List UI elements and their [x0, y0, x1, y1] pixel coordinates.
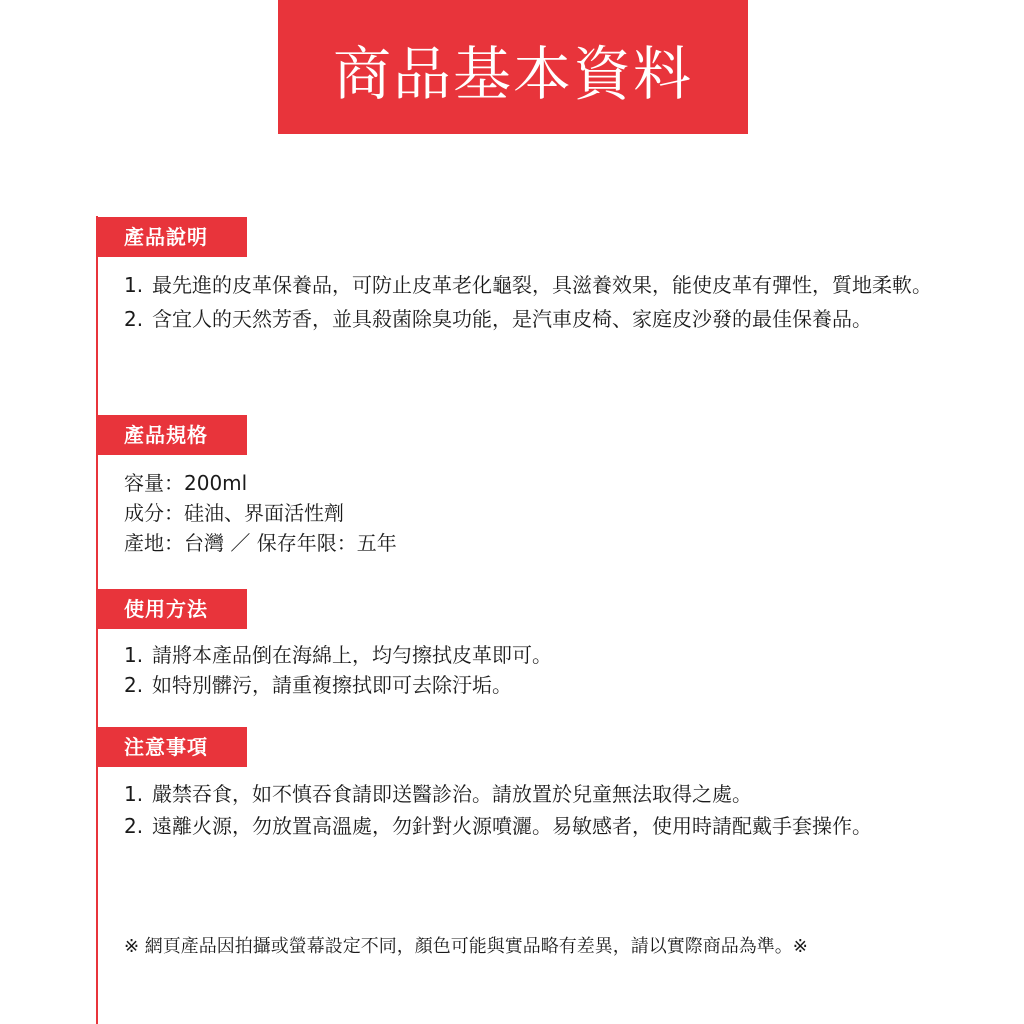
section-label-description: 產品說明: [96, 217, 247, 257]
item-number: 1.: [124, 782, 144, 806]
section-label-caution: 注意事項: [96, 727, 247, 767]
list-item: [122, 670, 952, 700]
item-number: 2.: [124, 673, 144, 697]
list-item: [122, 304, 952, 334]
item-text: 含宜人的天然芳香，並具殺菌除臭功能，是汽車皮椅、家庭皮沙發的最佳保養品。: [152, 307, 872, 331]
caution-list: [122, 779, 952, 841]
list-item: [122, 640, 952, 670]
list-item: [122, 270, 952, 300]
spec-lines: [124, 468, 954, 558]
title-banner: [278, 0, 748, 134]
list-item: [122, 779, 952, 809]
item-number: 2.: [124, 307, 144, 331]
spec-ingredients: 成分：硅油、界面活性劑: [124, 501, 344, 525]
item-number: 2.: [124, 814, 144, 838]
item-text: 嚴禁吞食，如不慎吞食請即送醫診治。請放置於兒童無法取得之處。: [152, 782, 752, 806]
description-list: [122, 270, 952, 334]
spec-capacity: 容量：200ml: [124, 471, 248, 495]
item-text: 請將本產品倒在海綿上，均勻擦拭皮革即可。: [152, 643, 552, 667]
item-text: 遠離火源，勿放置高溫處，勿針對火源噴灑。易敏感者，使用時請配戴手套操作。: [152, 814, 872, 838]
section-label-spec: 產品規格: [96, 415, 247, 455]
section-label-usage: 使用方法: [96, 589, 247, 629]
spec-origin: 產地：台灣 ／ 保存年限：五年: [124, 531, 397, 555]
disclaimer-note: ※ 網頁產品因拍攝或螢幕設定不同，顏色可能與實品略有差異，請以實際商品為準。※: [124, 936, 808, 957]
usage-list: [122, 640, 952, 700]
item-text: 如特別髒污，請重複擦拭即可去除汙垢。: [152, 673, 512, 697]
list-item: [122, 811, 952, 841]
item-text: 最先進的皮革保養品，可防止皮革老化龜裂，具滋養效果，能使皮革有彈性，質地柔軟。: [152, 273, 932, 297]
item-number: 1.: [124, 273, 144, 297]
page-title: 商品基本資料: [332, 40, 693, 108]
item-number: 1.: [124, 643, 144, 667]
